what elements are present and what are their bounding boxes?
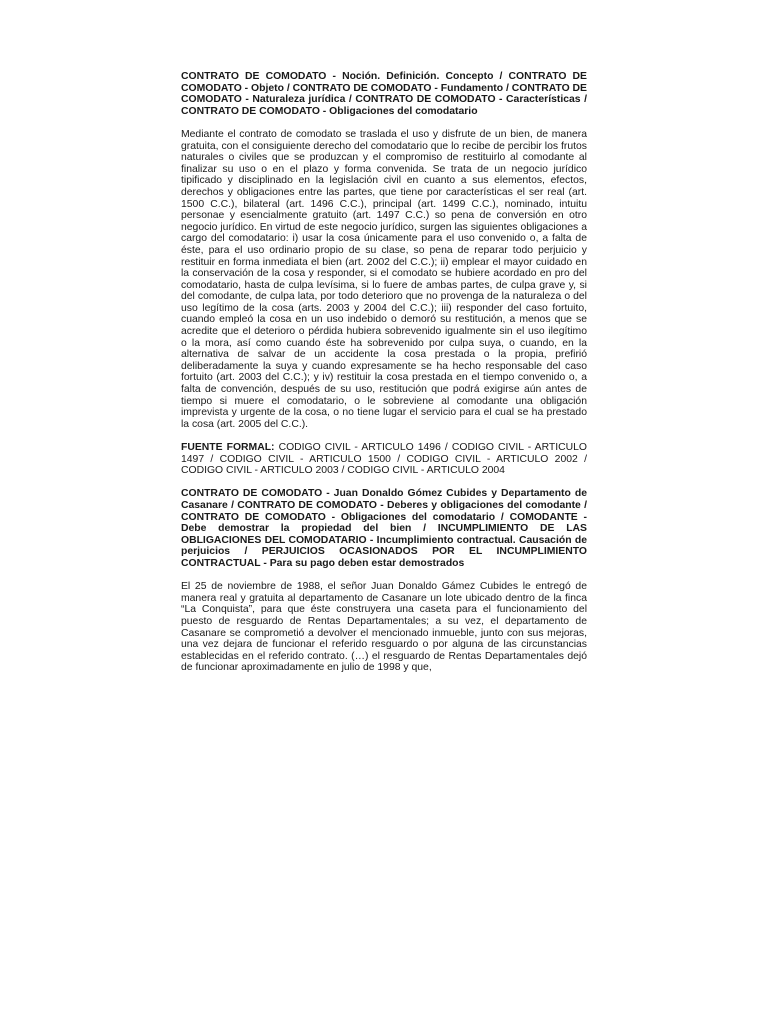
section-heading-1: CONTRATO DE COMODATO - Noción. Definición. Concepto / CONTRATO DE COMODATO - Objeto / CONTRATO DE COMODATO - Fundamento / CONTRATO DE COMODATO - Naturaleza jurídica / CONTRATO DE COMODATO - Características / CONTRATO DE COMODATO - Obligaciones del comodatario — [181, 71, 587, 117]
document-page — [181, 71, 587, 685]
section-heading-2: CONTRATO DE COMODATO - Juan Donaldo Gómez Cubides y Departamento de Casanare / CONTRATO DE COMODATO - Deberes y obligaciones del comodante / CONTRATO DE COMODATO - Obligaciones del comodatario / COMODANTE - Debe demostrar la propiedad del bien / INCUMPLIMIENTO DE LAS OBLIGACIONES DEL COMODATARIO - Incumplimiento contractual. Causación de perjuicios / PERJUICIOS OCASIONADOS POR EL INCUMPLIMIENTO CONTRACTUAL - Para su pago deben estar demostrados — [181, 488, 587, 569]
body-paragraph-2: El 25 de noviembre de 1988, el señor Juan Donaldo Gámez Cubides le entregó de manera real y gratuita al departamento de Casanare un lote ubicado dentro de la finca “La Conquista”, para que éste construyera una caseta para el funcionamiento del puesto de resguardo de Rentas Departamentales; a su vez, el departamento de Casanare se comprometió a devolver el mencionado inmueble, junto con sus mejoras, una vez dejara de funcionar el referido resguardo o por alguna de las circunstancias establecidas en el referido contrato. (…) el resguardo de Rentas Departamentales dejó de funcionar aproximadamente en julio de 1998 y que, — [181, 581, 587, 674]
body-paragraph-1: Mediante el contrato de comodato se traslada el uso y disfrute de un bien, de manera gratuita, con el consiguiente derecho del comodatario que lo recibe de percibir los frutos naturales o civiles que se produzcan y el compromiso de restituirlo al comodante al finalizar su uso o en el plazo y forma convenida. Se trata de un negocio jurídico tipificado y disciplinado en la legislación civil en cuanto a sus elementos, efectos, derechos y obligaciones entre las partes, que tiene por características el ser real (art. 1500 C.C.), bilateral (art. 1496 C.C.), principal (art. 1499 C.C.), nominado, intuitu personae y esencialmente gratuito (art. 1497 C.C.) so pena de conversión en otro negocio jurídico. En virtud de este negocio jurídico, surgen las siguientes obligaciones a cargo del comodatario: i) usar la cosa únicamente para el uso convenido o, a falta de éste, para el uso ordinario propio de su clase, so pena de reparar todo perjuicio y restituir en forma inmediata el bien (art. 2002 del C.C.); ii) emplear el mayor cuidado en la conservación de la cosa y responder, si el comodato se hubiere acordado en pro del comodatario, hasta de culpa levísima, si lo fuere de ambas partes, de culpa grave y, si del comodante, de culpa lata, por todo deterioro que no provenga de la naturaleza o del uso legítimo de la cosa (arts. 2003 y 2004 del C.C.); iii) responder del caso fortuito, cuando empleó la cosa en un uso indebido o demoró su restitución, a menos que se acredite que el deterioro o pérdida hubiera sobrevenido igualmente sin el uso ilegítimo o la mora, así como cuando éste ha sobrevenido por culpa suya, o cuando, en la alternativa de salvar de un accidente la cosa prestada o la propia, prefirió deliberadamente la suya y cuando expresamente se ha hecho responsable del caso fortuito (art. 2003 del C.C.); y iv) restituir la cosa prestada en el tiempo convenido o, a falta de convención, después de su uso, restitución que podrá exigirse aún antes de tiempo si muere el comodatario, o le sobreviene al comodante una obligación imprevista y urgente de la cosa, o no tiene lugar el servicio para el cual se ha prestado la cosa (art. 2005 del C.C.). — [181, 128, 587, 430]
source-text: CODIGO CIVIL - ARTICULO 1496 / CODIGO CIVIL - ARTICULO 1497 / CODIGO CIVIL - ARTICULO 1500 / CODIGO CIVIL - ARTICULO 2002 / CODIGO CIVIL - ARTICULO 2003 / CODIGO CIVIL - ARTICULO 2004 — [181, 442, 587, 477]
source-reference — [181, 442, 587, 477]
source-label: FUENTE FORMAL: — [181, 442, 275, 453]
